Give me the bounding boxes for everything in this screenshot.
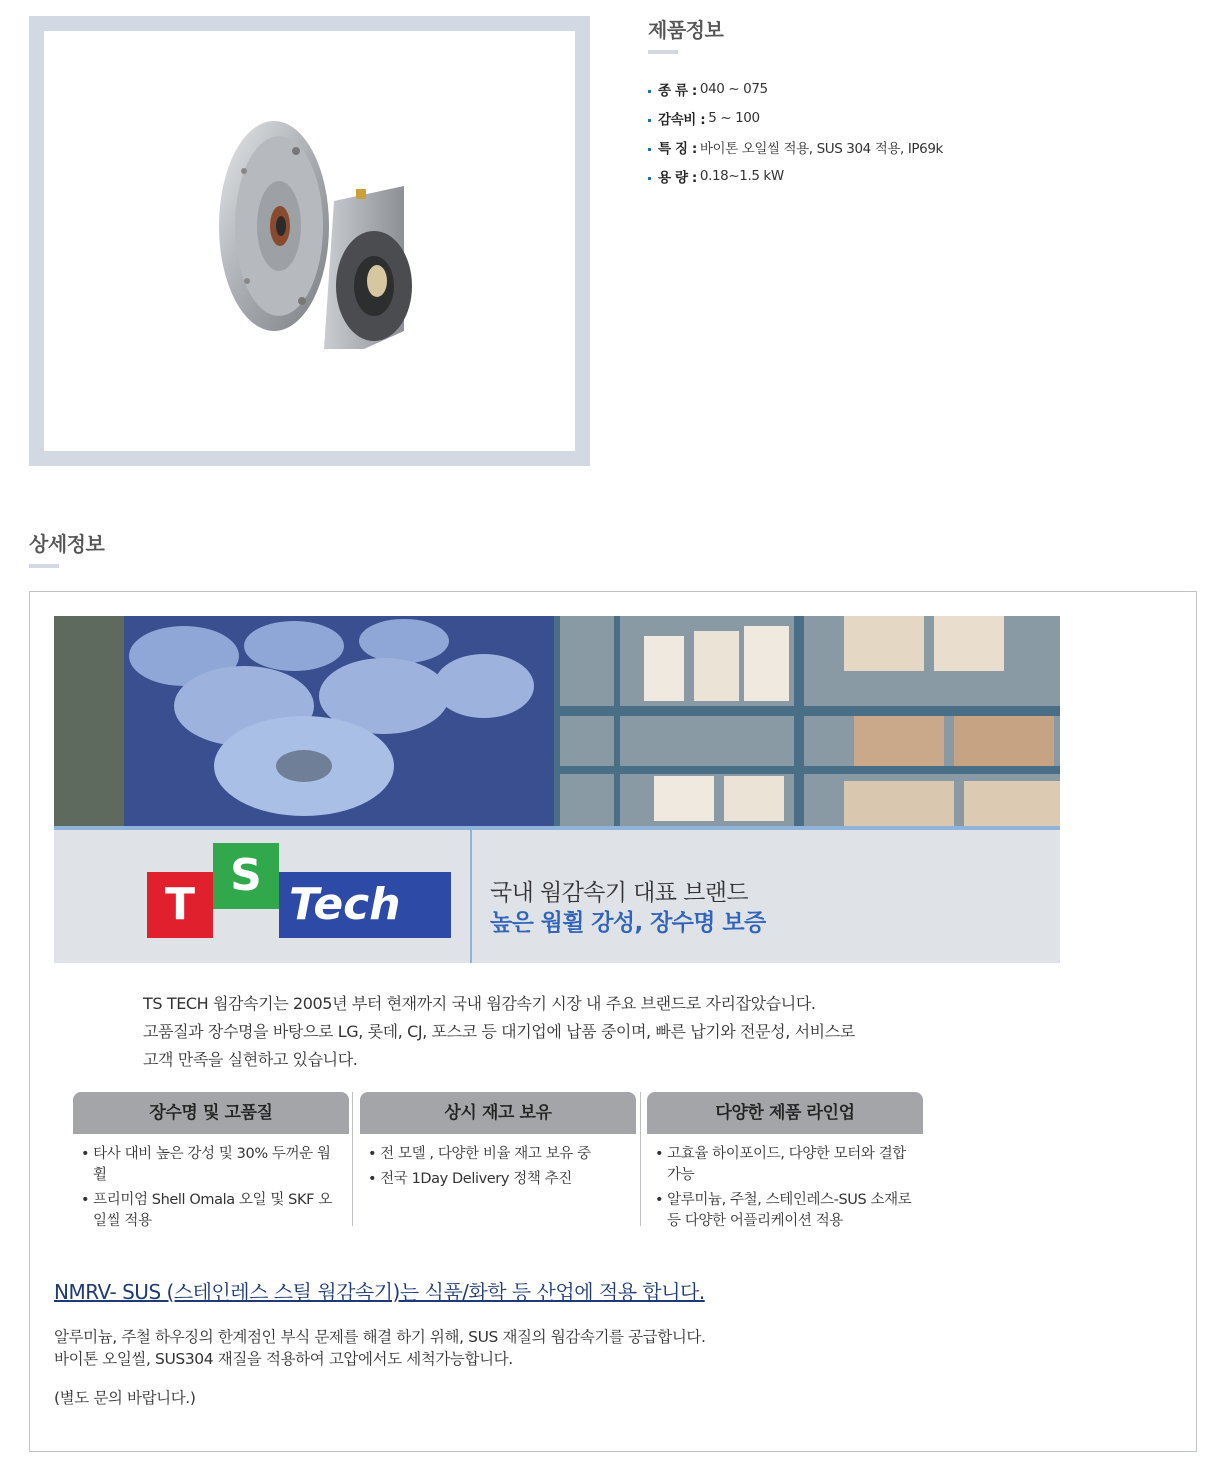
feature-list [360, 1134, 636, 1190]
title-underline [648, 50, 678, 54]
intro-line: 고품질과 장수명을 바탕으로 LG, 롯데, CJ, 포스코 등 대기업에 납품 중이며, 빠른 납기와 전문성, 서비스로 [143, 1022, 855, 1041]
feature-divider [352, 1092, 353, 1226]
description-line: 알루미늄, 주철 하우징의 한계점인 부식 문제를 해결 하기 위해, SUS 재질의 웜감속기를 공급합니다. [54, 1328, 706, 1346]
title-underline [29, 564, 59, 568]
spec-value: 0.18~1.5 kW [699, 167, 784, 184]
bullet-icon [648, 90, 651, 93]
spec-item-capacity [648, 161, 943, 190]
spec-value: 5 ~ 100 [708, 109, 760, 126]
feature-item: • 알루미늄, 주철, 스테인레스-SUS 소재로 등 다양한 어플리케이션 적용 [655, 1190, 917, 1232]
spec-key: 특 징 : [658, 140, 697, 157]
brand-tagline: 국내 웜감속기 대표 브랜드 [490, 880, 748, 906]
gear-reducer-image [44, 31, 575, 451]
nmrv-heading: NMRV- SUS (스테인레스 스틸 웜감속기)는 식품/화학 등 산업에 적용 합니다. [54, 1280, 705, 1304]
feature-card-longevity [73, 1092, 349, 1236]
spec-item-ratio [648, 103, 943, 132]
feature-list [647, 1134, 923, 1232]
feature-item: • 전국 1Day Delivery 정책 추진 [368, 1169, 630, 1190]
detail-info-title: 상세정보 [29, 532, 105, 556]
intro-line: TS TECH 웜감속기는 2005년 부터 현재까지 국내 웜감속기 시장 내 주요 브랜드로 자리잡았습니다. [143, 994, 816, 1013]
bullet-icon [648, 148, 651, 151]
spec-key: 용 량 : [658, 169, 697, 186]
feature-card-stock [360, 1092, 636, 1194]
feature-title: 상시 재고 보유 [360, 1092, 636, 1134]
product-info-title: 제품정보 [648, 18, 724, 42]
product-image-frame [29, 16, 590, 466]
bullet-icon [648, 177, 651, 180]
brand-slogan: 높은 웜휠 강성, 장수명 보증 [490, 910, 766, 936]
inquiry-note: (별도 문의 바랍니다.) [54, 1389, 196, 1407]
spec-list [648, 74, 943, 190]
feature-item: • 고효율 하이포이드, 다양한 모터와 결합 가능 [655, 1144, 917, 1186]
feature-card-lineup [647, 1092, 923, 1236]
feature-divider [640, 1092, 641, 1226]
intro-line: 고객 만족을 실현하고 있습니다. [143, 1050, 358, 1069]
spec-value: 바이톤 오일씰 적용, SUS 304 적용, IP69k [699, 140, 943, 157]
spec-key: 종 류 : [658, 82, 697, 99]
logo-tech: Tech [279, 872, 451, 938]
description [54, 1326, 706, 1370]
logo-s: S [213, 843, 279, 909]
detail-content [29, 591, 1197, 1452]
brand-banner [54, 616, 1060, 963]
brand-divider [470, 830, 472, 963]
warehouse-photo [54, 616, 1060, 826]
intro-text [143, 990, 855, 1074]
bullet-icon [648, 119, 651, 122]
feature-title: 장수명 및 고품질 [73, 1092, 349, 1134]
spec-item-type [648, 74, 943, 103]
feature-title: 다양한 제품 라인업 [647, 1092, 923, 1134]
description-line: 바이톤 오일씰, SUS304 재질을 적용하여 고압에서도 세척가능합니다. [54, 1350, 513, 1368]
logo-t: T [147, 872, 213, 938]
spec-item-feature [648, 132, 943, 161]
spec-key: 감속비 : [658, 111, 706, 128]
brand-strip [54, 826, 1060, 963]
feature-item: • 타사 대비 높은 강성 및 30% 두꺼운 웜휠 [81, 1144, 343, 1186]
product-image [44, 31, 575, 451]
spec-value: 040 ~ 075 [699, 80, 768, 97]
feature-list [73, 1134, 349, 1232]
feature-item: • 프리미엄 Shell Omala 오일 및 SKF 오일씰 적용 [81, 1190, 343, 1232]
feature-item: • 전 모델 , 다양한 비율 재고 보유 중 [368, 1144, 630, 1165]
